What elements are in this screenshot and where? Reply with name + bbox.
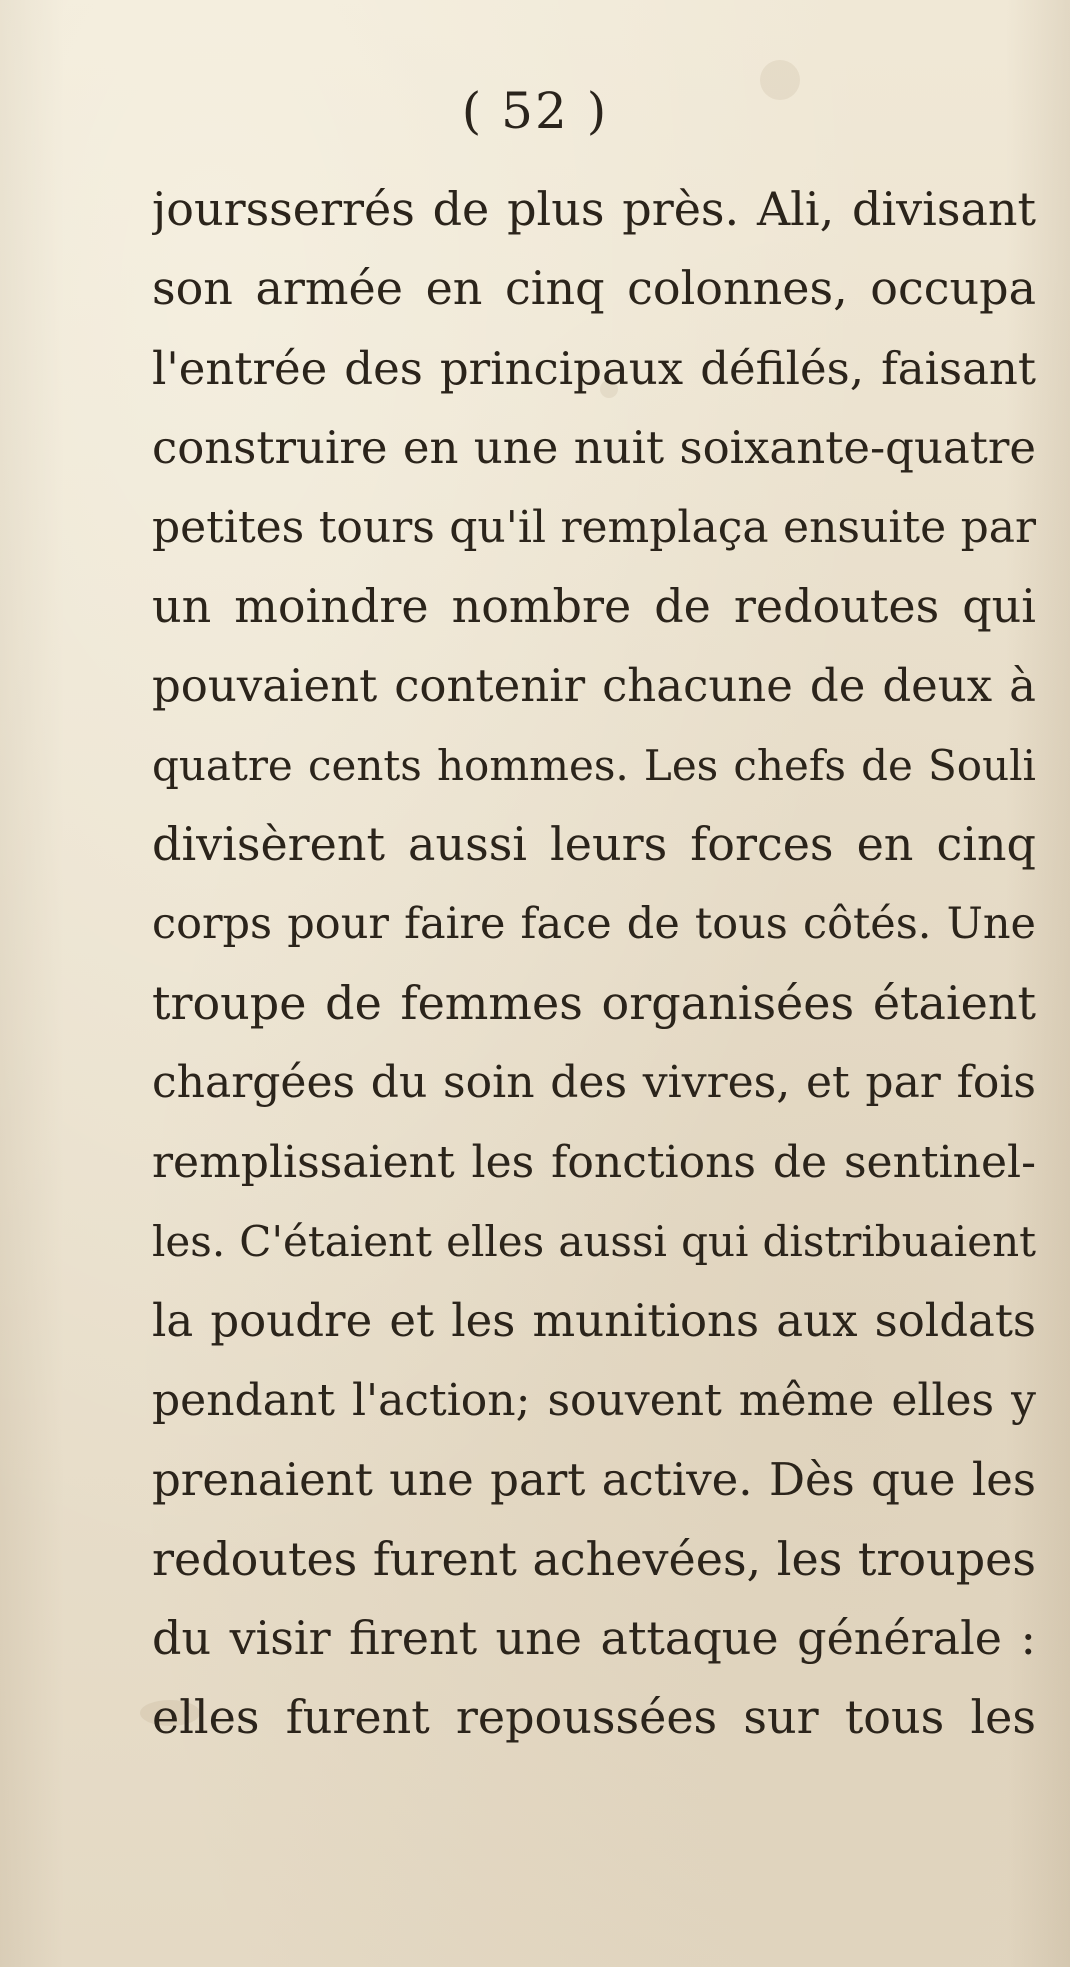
- text-line: la poudre et les munitions aux soldats: [152, 1294, 1036, 1348]
- page-number: ( 52 ): [461, 82, 609, 140]
- text-line: petites tours qu'il remplaça ensuite par: [152, 501, 1036, 553]
- text-line: son armée en cinq colonnes, occupa: [152, 261, 1036, 316]
- text-line: pendant l'action; souvent même elles y: [152, 1374, 1036, 1426]
- text-line: construire en une nuit soixante-quatre: [152, 421, 1036, 475]
- text-line: elles furent repoussées sur tous les: [152, 1690, 1036, 1745]
- text-line: corps pour faire face de tous côtés. Une: [152, 898, 1036, 949]
- text-line: redoutes furent achevées, les troupes: [152, 1531, 1036, 1586]
- text-line: chargées du soin des vivres, et par fois: [152, 1057, 1036, 1109]
- text-line: les. C'étaient elles aussi qui distribuaient: [152, 1217, 1036, 1267]
- text-line: un moindre nombre de redoutes qui: [152, 578, 1036, 633]
- text-line: remplissaient les fonctions de sentinel-: [152, 1136, 1036, 1188]
- text-line: pouvaient contenir chacune de deux à: [152, 659, 1036, 713]
- text-line: divisèrent aussi leurs forces en cinq: [152, 817, 1036, 872]
- text-line: troupe de femmes organisées étaient: [152, 975, 1036, 1030]
- text-line: quatre cents hommes. Les chefs de Souli: [152, 740, 1036, 790]
- text-line: joursserrés de plus près. Ali, divisant: [152, 182, 1036, 236]
- text-line: du visir firent une attaque générale :: [152, 1611, 1036, 1666]
- body-text: [152, 170, 1036, 1758]
- text-line: prenaient une part active. Dès que les: [152, 1453, 1036, 1507]
- text-line: l'entrée des principaux défilés, faisant: [152, 341, 1036, 395]
